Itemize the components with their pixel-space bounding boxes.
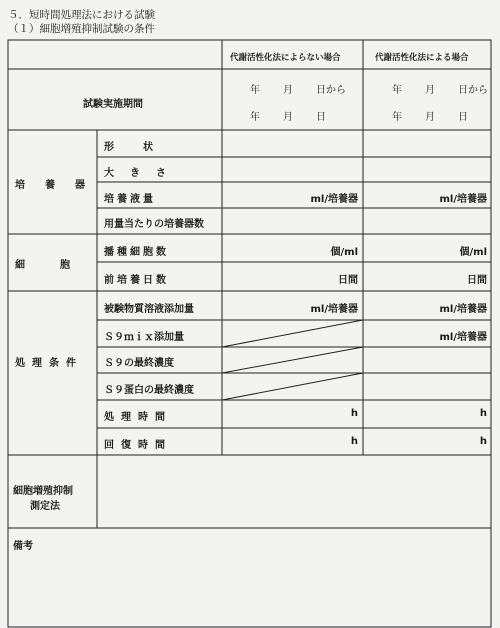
group-label-cells: 細 胞 <box>15 260 75 271</box>
row-label-treatment-time: 処理時間 <box>104 412 172 423</box>
unit-col2-medium: ml/培養器 <box>439 194 487 205</box>
unit-col2-treatment-time: h <box>479 408 487 419</box>
period-col2-start-day: 日から <box>458 85 488 96</box>
period-col1-start-day: 日から <box>316 85 346 96</box>
period-col1-start-year: 年 <box>250 85 260 96</box>
period-label: 試験実施期間 <box>83 99 143 110</box>
column-header-with-activation: 代謝活性化法による場合 <box>375 53 469 63</box>
group-label-treatment: 処理条件 <box>15 358 83 369</box>
row-label-s9-final-concentration: Ｓ９の最終濃度 <box>104 358 174 369</box>
unit-col2-test-volume: ml/培養器 <box>439 304 487 315</box>
period-col1-end-month: 月 <box>283 112 293 123</box>
row-label-seeding-cells: 播種細胞数 <box>104 247 169 258</box>
row-label-s9-protein-concentration: Ｓ９蛋白の最終濃度 <box>104 385 194 396</box>
row-label-s9mix-volume: Ｓ９ｍｉｘ添加量 <box>104 332 184 343</box>
row-label-size: 大 き さ <box>104 168 169 179</box>
section-title: ５．短時間処理法における試験 <box>8 9 155 21</box>
row-label-test-solution-volume: 被験物質溶液添加量 <box>104 304 194 315</box>
column-header-no-activation: 代謝活性化法によらない場合 <box>230 53 341 63</box>
unit-col1-seeding: 個/ml <box>330 247 358 258</box>
unit-col1-treatment-time: h <box>350 408 358 419</box>
unit-col2-preculture: 日間 <box>467 275 487 286</box>
unit-col1-preculture: 日間 <box>338 275 358 286</box>
section-subtitle: （１）細胞増殖抑制試験の条件 <box>8 23 155 35</box>
period-col2-start-month: 月 <box>425 85 435 96</box>
period-col2-end-day: 日 <box>458 112 468 123</box>
unit-col2-seeding: 個/ml <box>459 247 487 258</box>
unit-col1-recovery-time: h <box>350 436 358 447</box>
row-label-preculture-days: 前培養日数 <box>104 275 169 286</box>
period-col1-end-day: 日 <box>316 112 326 123</box>
unit-col1-medium: ml/培養器 <box>310 194 358 205</box>
unit-col1-test-volume: ml/培養器 <box>310 304 358 315</box>
remarks-label: 備考 <box>13 541 33 552</box>
unit-col2-recovery-time: h <box>479 436 487 447</box>
row-label-recovery-time: 回復時間 <box>104 440 172 451</box>
period-col2-end-month: 月 <box>425 112 435 123</box>
period-col1-end-year: 年 <box>250 112 260 123</box>
group-label-culture-vessel: 培 養 器 <box>15 180 90 191</box>
period-col2-start-year: 年 <box>392 85 402 96</box>
unit-col2-s9mix: ml/培養器 <box>439 332 487 343</box>
period-col2-end-year: 年 <box>392 112 402 123</box>
method-label-line2: 測定法 <box>30 501 60 512</box>
row-label-medium-volume: 培養液量 <box>104 194 156 205</box>
method-label-line1: 細胞増殖抑制 <box>13 486 73 497</box>
period-col1-start-month: 月 <box>283 85 293 96</box>
row-label-vessels-per-dose: 用量当たりの培養器数 <box>104 219 204 230</box>
row-label-shape: 形 状 <box>104 142 156 153</box>
